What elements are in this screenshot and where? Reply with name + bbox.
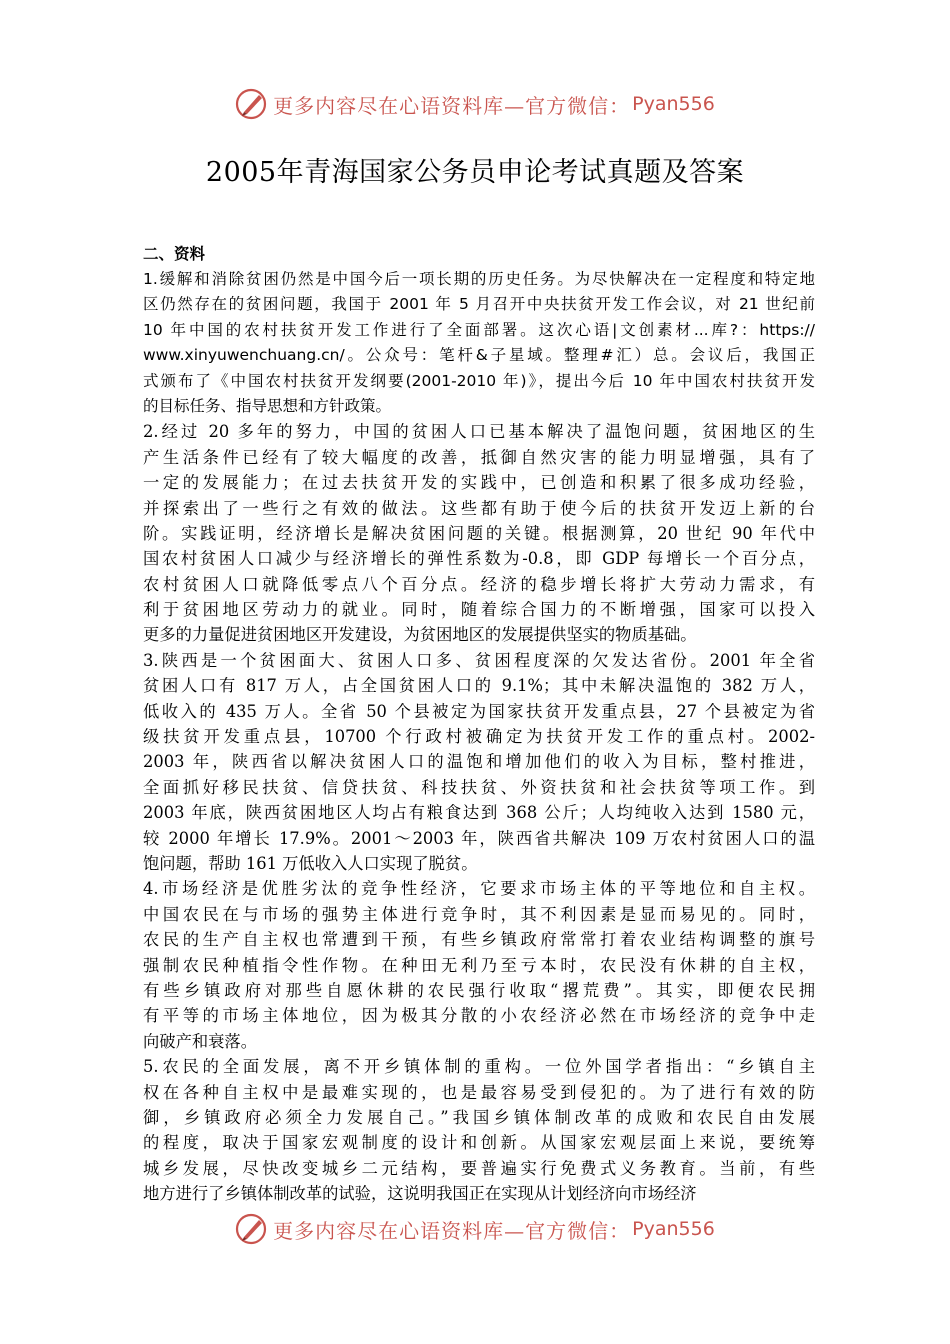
- text-line: 区仍然存在的贫困问题，我国于 2001 年 5 月召开中央扶贫开发工作会议，对 21 世纪前: [143, 295, 815, 314]
- paragraph-2: [143, 419, 815, 648]
- text-line: 一定的发展能力；在过去扶贫开发的实践中，已创造和积累了很多成功经验，: [143, 473, 815, 493]
- text-line: 御，乡镇政府必须全力发展自己。”我国乡镇体制改革的成败和农民自由发展: [143, 1107, 815, 1127]
- paragraphs: [143, 267, 815, 1206]
- text-line: 强制农民种植指令性作物。在种田无利乃至亏本时，农民没有休耕的自主权，: [143, 955, 815, 975]
- document-body: [143, 242, 815, 1206]
- text-line: 城乡发展，尽快改变城乡二元结构，要普遍实行免费式义务教育。当前，有些: [143, 1158, 815, 1178]
- pen-logo-icon: [235, 1212, 269, 1246]
- text-line: 式颁布了《中国农村扶贫开发纲要(2001-2010 年)》，提出今后 10 年中国农村扶贫开发: [143, 371, 815, 390]
- text-line: 地方进行了乡镇体制改革的试验，这说明我国正在实现从计划经济向市场经济: [143, 1184, 697, 1204]
- text-line: 有平等的市场主体地位，因为极其分散的小农经济必然在市场经济的竞争中走: [143, 1006, 815, 1026]
- text-line: 的程度，取决于国家宏观制度的设计和创新。从国家宏观层面上来说，要统筹: [143, 1133, 815, 1153]
- text-line: 饱问题，帮助 161 万低收入人口实现了脱贫。: [143, 853, 478, 873]
- text-line: 贫困人口有 817 万人，占全国贫困人口的 9.1%；其中未解决温饱的 382 万人，: [143, 676, 815, 696]
- text-line: 4.市场经济是优胜劣汰的竞争性经济，它要求市场主体的平等地位和自主权。: [143, 879, 815, 899]
- text-line: 产生活条件已经有了较大幅度的改善，抵御自然灾害的能力明显增强，具有了: [143, 447, 815, 467]
- text-line: 10 年中国的农村扶贫开发工作进行了全面部署。这次心语|文创素材...库?：https://: [143, 320, 815, 339]
- paragraph-3: [143, 648, 815, 877]
- text-line: 农民的生产自主权也常遭到干预，有些乡镇政府常常打着农业结构调整的旗号: [143, 930, 815, 950]
- text-line: 国农村贫困人口减少与经济增长的弹性系数为-0.8，即 GDP 每增长一个百分点，: [143, 549, 815, 569]
- watermark-banner-top: [0, 82, 950, 126]
- text-line: 有些乡镇政府对那些自愿休耕的农民强行收取“撂荒费”。其实，即便农民拥: [143, 980, 815, 1000]
- watermark-text: 更多内容尽在心语资料库—官方微信：: [273, 93, 631, 118]
- watermark-text: 更多内容尽在心语资料库—官方微信：: [273, 1218, 631, 1243]
- text-line: 利于贫困地区劳动力的就业。同时，随着综合国力的不断增强，国家可以投入: [143, 600, 815, 620]
- text-line: 低收入的 435 万人。全省 50 个县被定为国家扶贫开发重点县，27 个县被定为省: [143, 701, 815, 721]
- text-line: 向破产和衰落。: [143, 1031, 257, 1051]
- text-line: 的目标任务、指导思想和方针政策。: [143, 396, 392, 415]
- text-line: 更多的力量促进贫困地区开发建设，为贫困地区的发展提供坚实的物质基础。: [143, 625, 697, 645]
- text-line: 农村贫困人口就降低零点八个百分点。经济的稳步增长将扩大劳动力需求，有: [143, 574, 815, 594]
- pen-logo-icon: [235, 87, 269, 121]
- text-line: 权在各种自主权中是最难实现的，也是最容易受到侵犯的。为了进行有效的防: [143, 1082, 815, 1102]
- watermark-code: Pyan556: [632, 93, 715, 115]
- watermark-code: Pyan556: [632, 1218, 715, 1240]
- text-line: 中国农民在与市场的强势主体进行竞争时，其不利因素是显而易见的。同时，: [143, 904, 815, 924]
- text-line: 全面抓好移民扶贫、信贷扶贫、科技扶贫、外资扶贫和社会扶贫等项工作。到: [143, 777, 815, 797]
- section-heading: 二、资料: [143, 245, 206, 263]
- text-line: 较 2000 年增长 17.9%。2001～2003 年，陕西省共解决 109 万农村贫困人口的温: [143, 828, 815, 848]
- text-line: 1.缓解和消除贫困仍然是中国今后一项长期的历史任务。为尽快解决在一定程度和特定地: [143, 270, 815, 288]
- paragraph-1: [143, 267, 815, 419]
- text-line: 阶。实践证明，经济增长是解决贫困问题的关键。根据测算，20 世纪 90 年代中: [143, 523, 815, 543]
- text-line: 2003 年，陕西省以解决贫困人口的温饱和增加他们的收入为目标，整村推进，: [143, 752, 815, 772]
- text-line: 2003 年底，陕西贫困地区人均占有粮食达到 368 公斤；人均纯收入达到 1580 元，: [143, 803, 815, 823]
- text-line: 级扶贫开发重点县，10700 个行政村被确定为扶贫开发工作的重点村。2002-: [143, 727, 815, 747]
- paragraph-4: [143, 876, 815, 1054]
- paragraph-5: [143, 1054, 815, 1206]
- text-line: 5.农民的全面发展，离不开乡镇体制的重构。一位外国学者指出：“乡镇自主: [143, 1057, 815, 1077]
- text-line: www.xinyuwenchuang.cn/。公众号：笔杆&子星域。整理#汇）总。会议后，我国正: [143, 346, 815, 365]
- text-line: 2.经过 20 多年的努力，中国的贫困人口已基本解决了温饱问题，贫困地区的生: [143, 422, 815, 442]
- document-title: 2005年青海国家公务员申论考试真题及答案: [205, 157, 745, 188]
- text-line: 并探索出了一些行之有效的做法。这些都有助于使今后的扶贫开发迈上新的台: [143, 498, 815, 518]
- watermark-banner-bottom: [0, 1207, 950, 1251]
- text-line: 3.陕西是一个贫困面大、贫困人口多、贫困程度深的欠发达省份。2001 年全省: [143, 650, 815, 670]
